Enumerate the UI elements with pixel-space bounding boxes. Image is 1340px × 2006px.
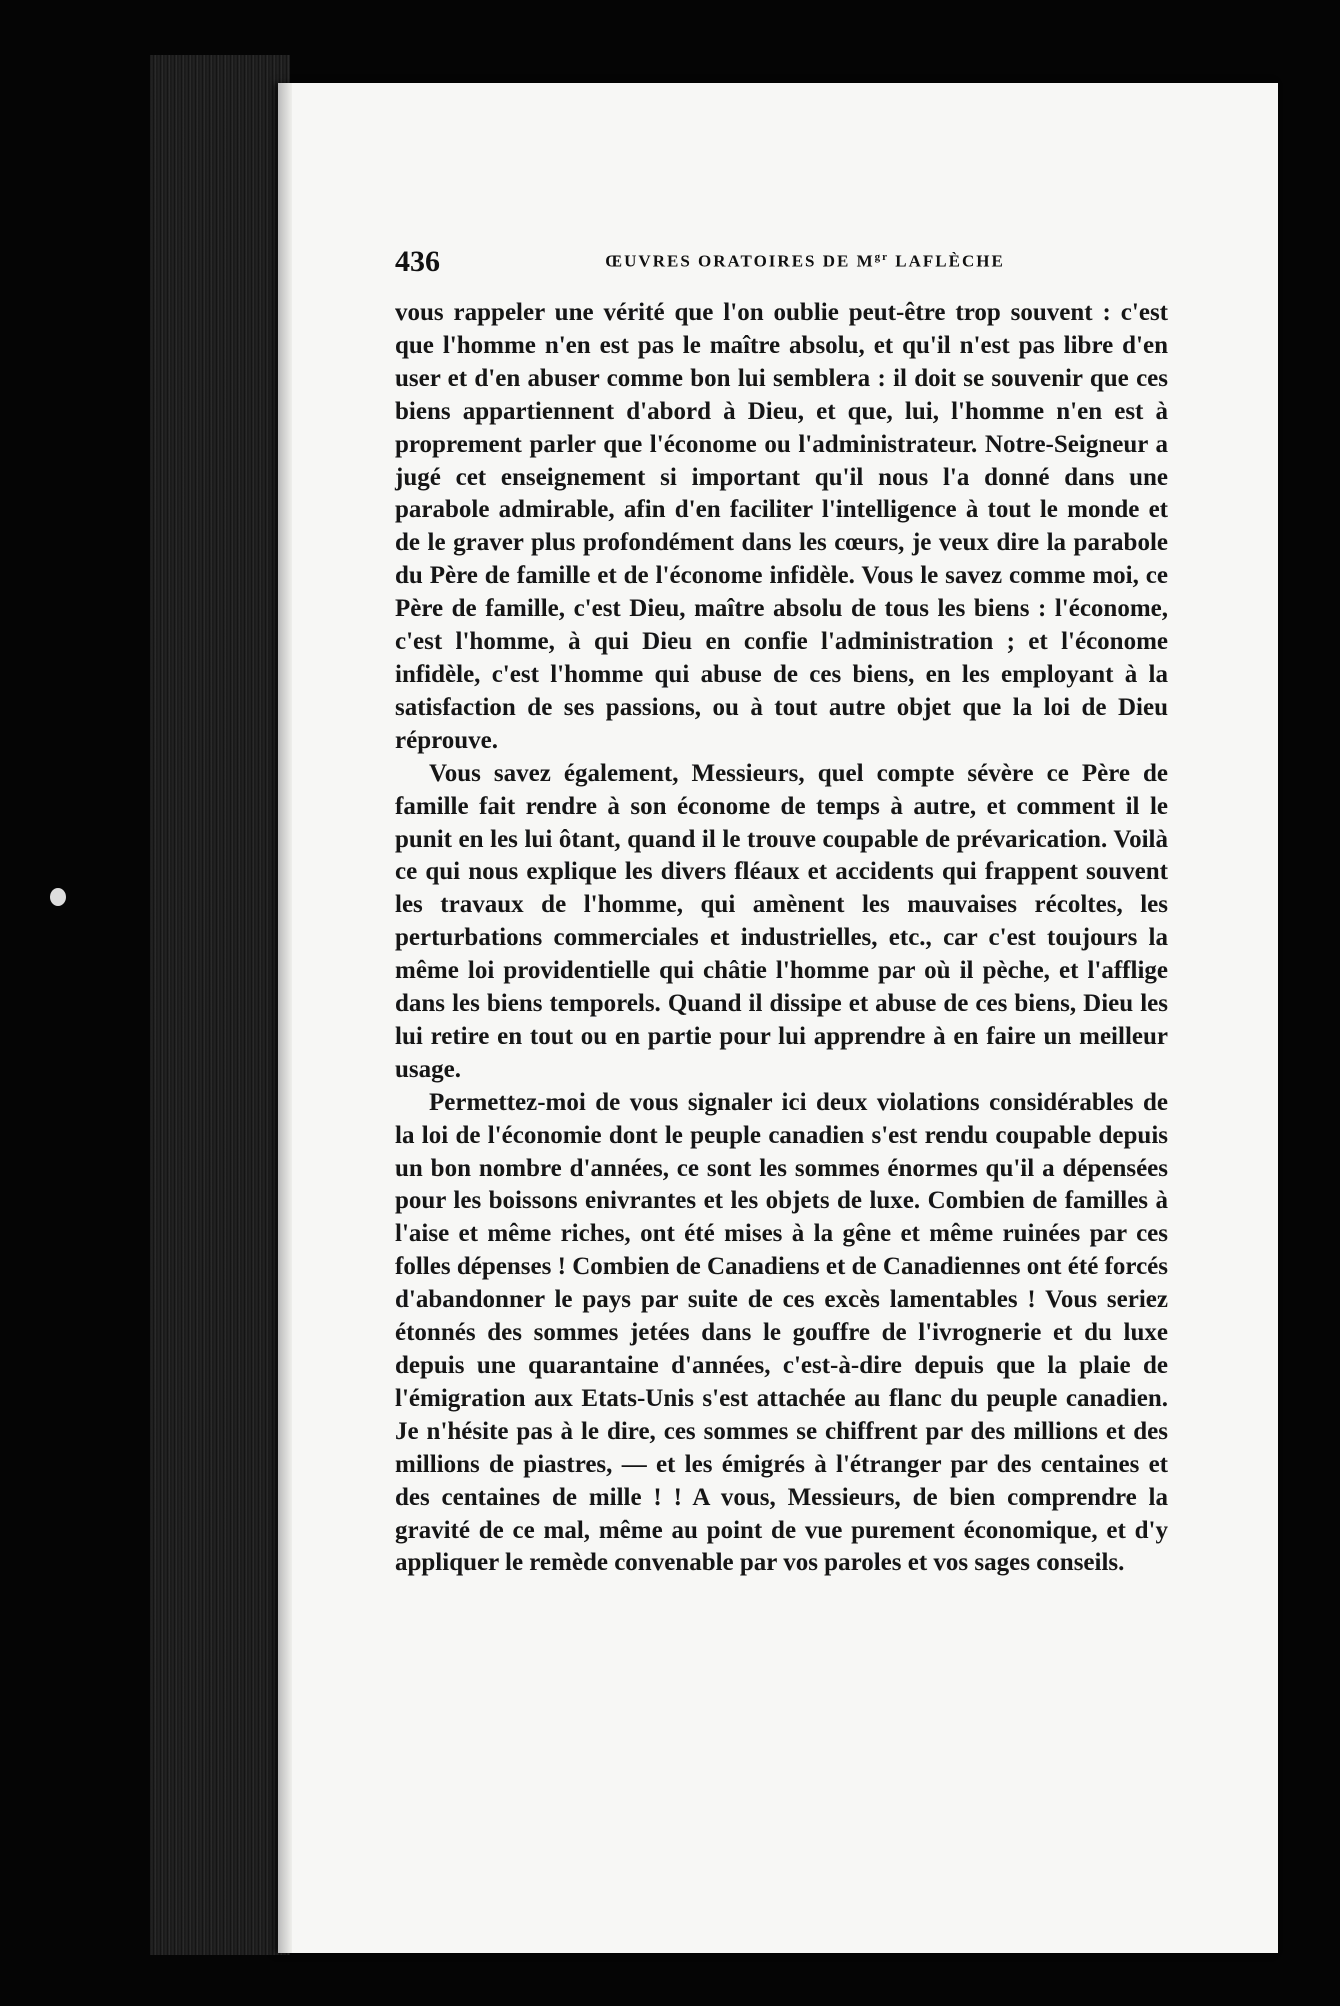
body-text — [395, 297, 1168, 1580]
running-head-end: LAFLÈCHE — [889, 251, 1005, 271]
page-gutter — [278, 83, 292, 1953]
paragraph-3: Permettez-moi de vous signaler ici deux violations considérables de la loi de l'économie dont le peuple canadien s'est rendu coupable depuis un bon nombre d'années, ce sont les sommes énormes qu'il a dépensées pour les boissons enivrantes et les objets de luxe. Combien de familles à l'aise et même riches, ont été mises à la gêne et même ruinées par ces folles dépenses ! Combien de Canadiens et de Canadiennes ont été forcés d'abandonner le pays par suite de ces excès lamentables ! Vous seriez étonnés des sommes jetées dans le gouffre de l'ivrognerie et du luxe depuis une quarantaine d'années, c'est-à-dire depuis que la plaie de l'émigration aux Etats-Unis s'est attachée au flanc du peuple canadien. Je n'hésite pas à le dire, ces sommes se chiffrent par des millions et des millions de piastres, — et les émigrés à l'étranger par des centaines et des centaines de mille ! ! A vous, Messieurs, de bien comprendre la gravité de ce mal, même au point de vue purement économique, et d'y appliquer le remède convenable par vos paroles et vos sages conseils. — [395, 1088, 1168, 1577]
running-head — [395, 251, 1155, 272]
running-head-main: ŒUVRES ORATOIRES DE M — [605, 251, 875, 271]
page-number: 436 — [395, 245, 440, 278]
book-page — [278, 83, 1278, 1953]
scan-speck — [50, 888, 66, 906]
page-header — [395, 245, 1155, 285]
paragraph-1: vous rappeler une vérité que l'on oublie peut-être trop souvent : c'est que l'homme n'en est pas le maître absolu, et qu'il n'est pas libre d'en user et d'en abuser comme bon lui semblera : il doit se souvenir que ces biens appartiennent d'abord à Dieu, et que, lui, l'homme n'en est à proprement parler que l'économe ou l'administrateur. Notre-Seigneur a jugé cet enseignement si important qu'il nous l'a donné dans une parabole admirable, afin d'en faciliter l'intelligence à tout le monde et de le graver plus profondément dans les cœurs, je veux dire la parabole du Père de famille et de l'économe infidèle. Vous le savez comme moi, ce Père de famille, c'est Dieu, maître absolu de tous les biens : l'économe, c'est l'homme, à qui Dieu en confie l'administration ; et l'économe infidèle, c'est l'homme qui abuse de ces biens, en les employant à la satisfaction de ses passions, ou à tout autre objet que la loi de Dieu réprouve. — [395, 299, 1168, 754]
paragraph-2: Vous savez également, Messieurs, quel compte sévère ce Père de famille fait rendre à son économe de temps à autre, et comment il le punit en les lui ôtant, quand il le trouve coupable de prévarication. Voilà ce qui nous explique les divers fléaux et accidents qui frappent souvent les travaux de l'homme, qui amènent les mauvaises récoltes, les perturbations commerciales et industrielles, etc., car c'est toujours la même loi providentielle qui châtie l'homme par où il pèche, et l'afflige dans les biens temporels. Quand il dissipe et abuse de ces biens, Dieu les lui retire en tout ou en partie pour lui apprendre à en faire un meilleur usage. — [395, 759, 1168, 1083]
book-page-edges — [150, 55, 290, 1955]
running-head-sup: gr — [874, 251, 890, 263]
